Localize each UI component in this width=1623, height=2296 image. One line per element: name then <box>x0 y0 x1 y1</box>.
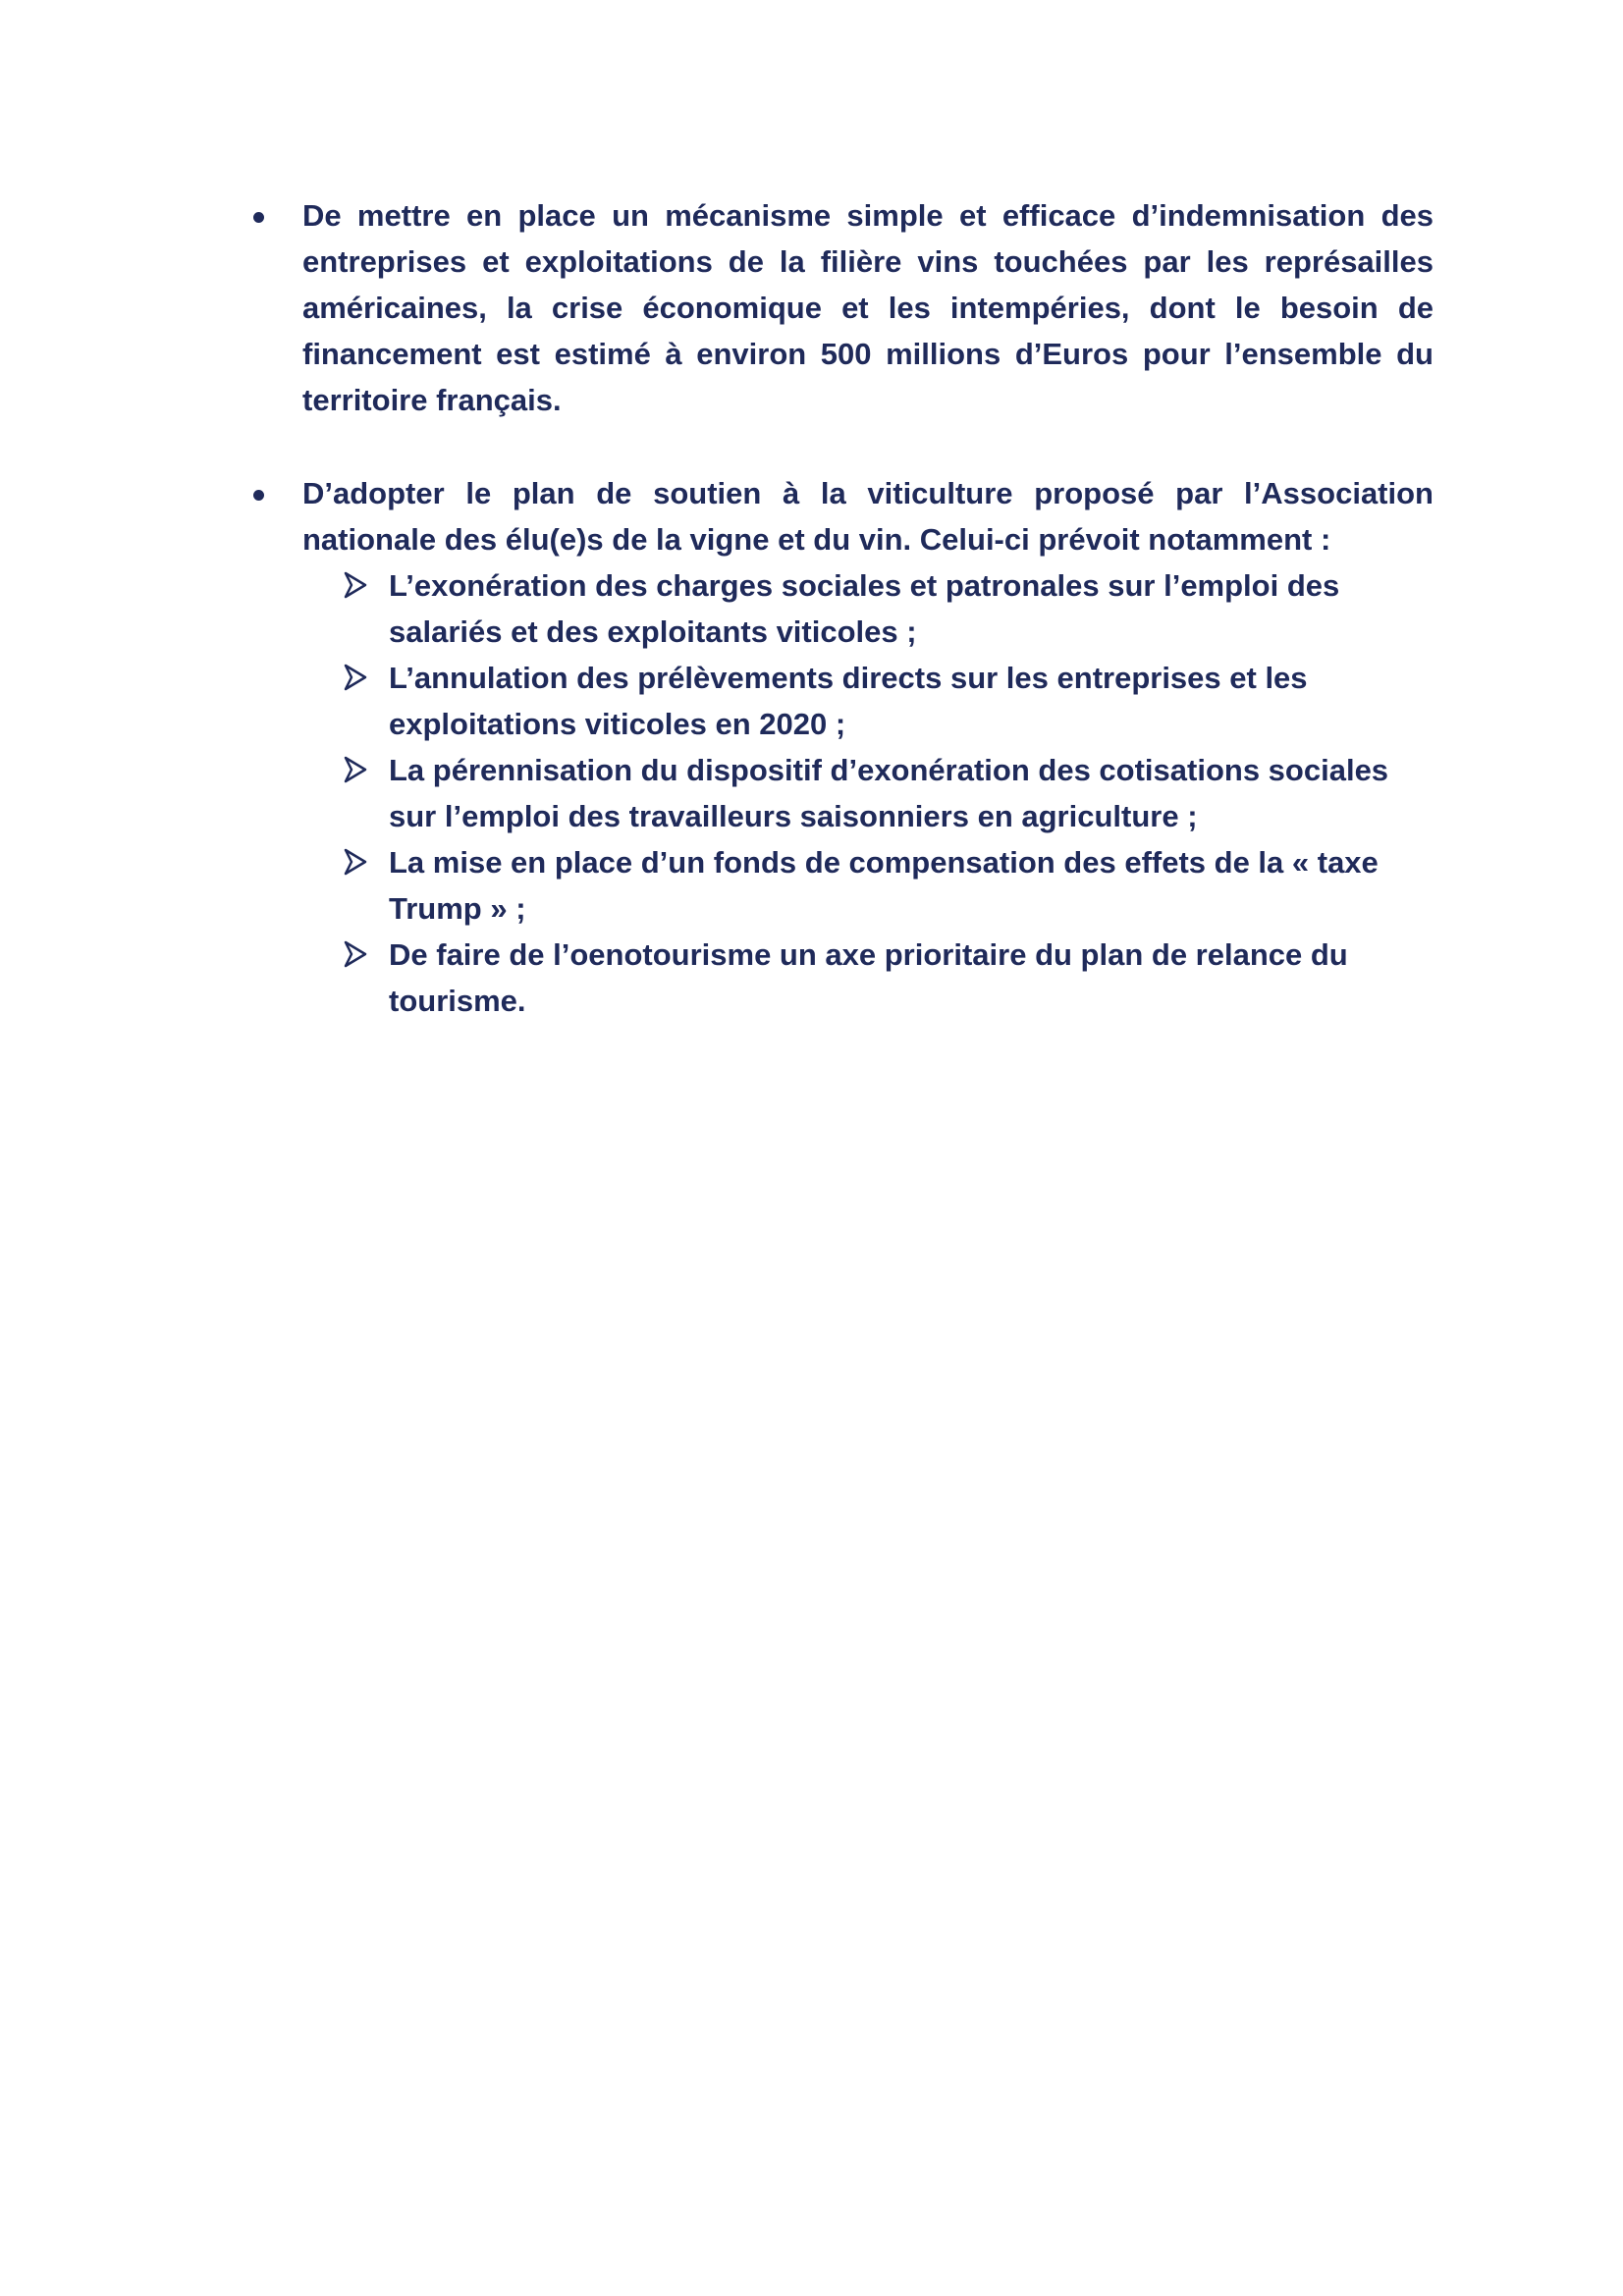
sub-list <box>302 562 1434 1024</box>
arrow-bullet-icon <box>344 664 367 691</box>
bullet-text: D’adopter le plan de soutien à la viticulture proposé par l’Association nationale des élu(e)s de la vigne et du vin. Celui-ci prévoit notamment : <box>302 476 1434 557</box>
arrow-bullet-icon <box>344 571 367 599</box>
arrow-bullet-icon <box>344 940 367 968</box>
sub-item <box>302 839 1434 932</box>
sub-item-text: De faire de l’oenotourisme un axe prioritaire du plan de relance du tourisme. <box>389 937 1348 1018</box>
bullet-text: De mettre en place un mécanisme simple et efficace d’indemnisation des entreprises et exploitations de la filière vins touchées par les représailles américaines, la crise économique et les intempéries, dont le besoin de financement est estimé à environ 500 millions d’Euros pour l’ensemble du territoire français. <box>302 198 1434 417</box>
bullet-item-indemnisation <box>302 192 1434 423</box>
sub-item-text: L’annulation des prélèvements directs sur les entreprises et les exploitations viticoles en 2020 ; <box>389 661 1308 741</box>
bullet-dot-icon <box>253 490 264 501</box>
sub-item <box>302 932 1434 1024</box>
sub-item <box>302 655 1434 747</box>
sub-item <box>302 747 1434 839</box>
sub-item <box>302 562 1434 655</box>
sub-item-text: L’exonération des charges sociales et patronales sur l’emploi des salariés et des exploitants viticoles ; <box>389 568 1340 649</box>
sub-item-text: La mise en place d’un fonds de compensation des effets de la « taxe Trump » ; <box>389 845 1379 926</box>
arrow-bullet-icon <box>344 756 367 783</box>
bullet-item-plan-de-soutien <box>302 470 1434 1024</box>
sub-item-text: La pérennisation du dispositif d’exonération des cotisations sociales sur l’emploi des travailleurs saisonniers en agriculture ; <box>389 753 1389 833</box>
bullet-dot-icon <box>253 212 264 223</box>
arrow-bullet-icon <box>344 848 367 876</box>
